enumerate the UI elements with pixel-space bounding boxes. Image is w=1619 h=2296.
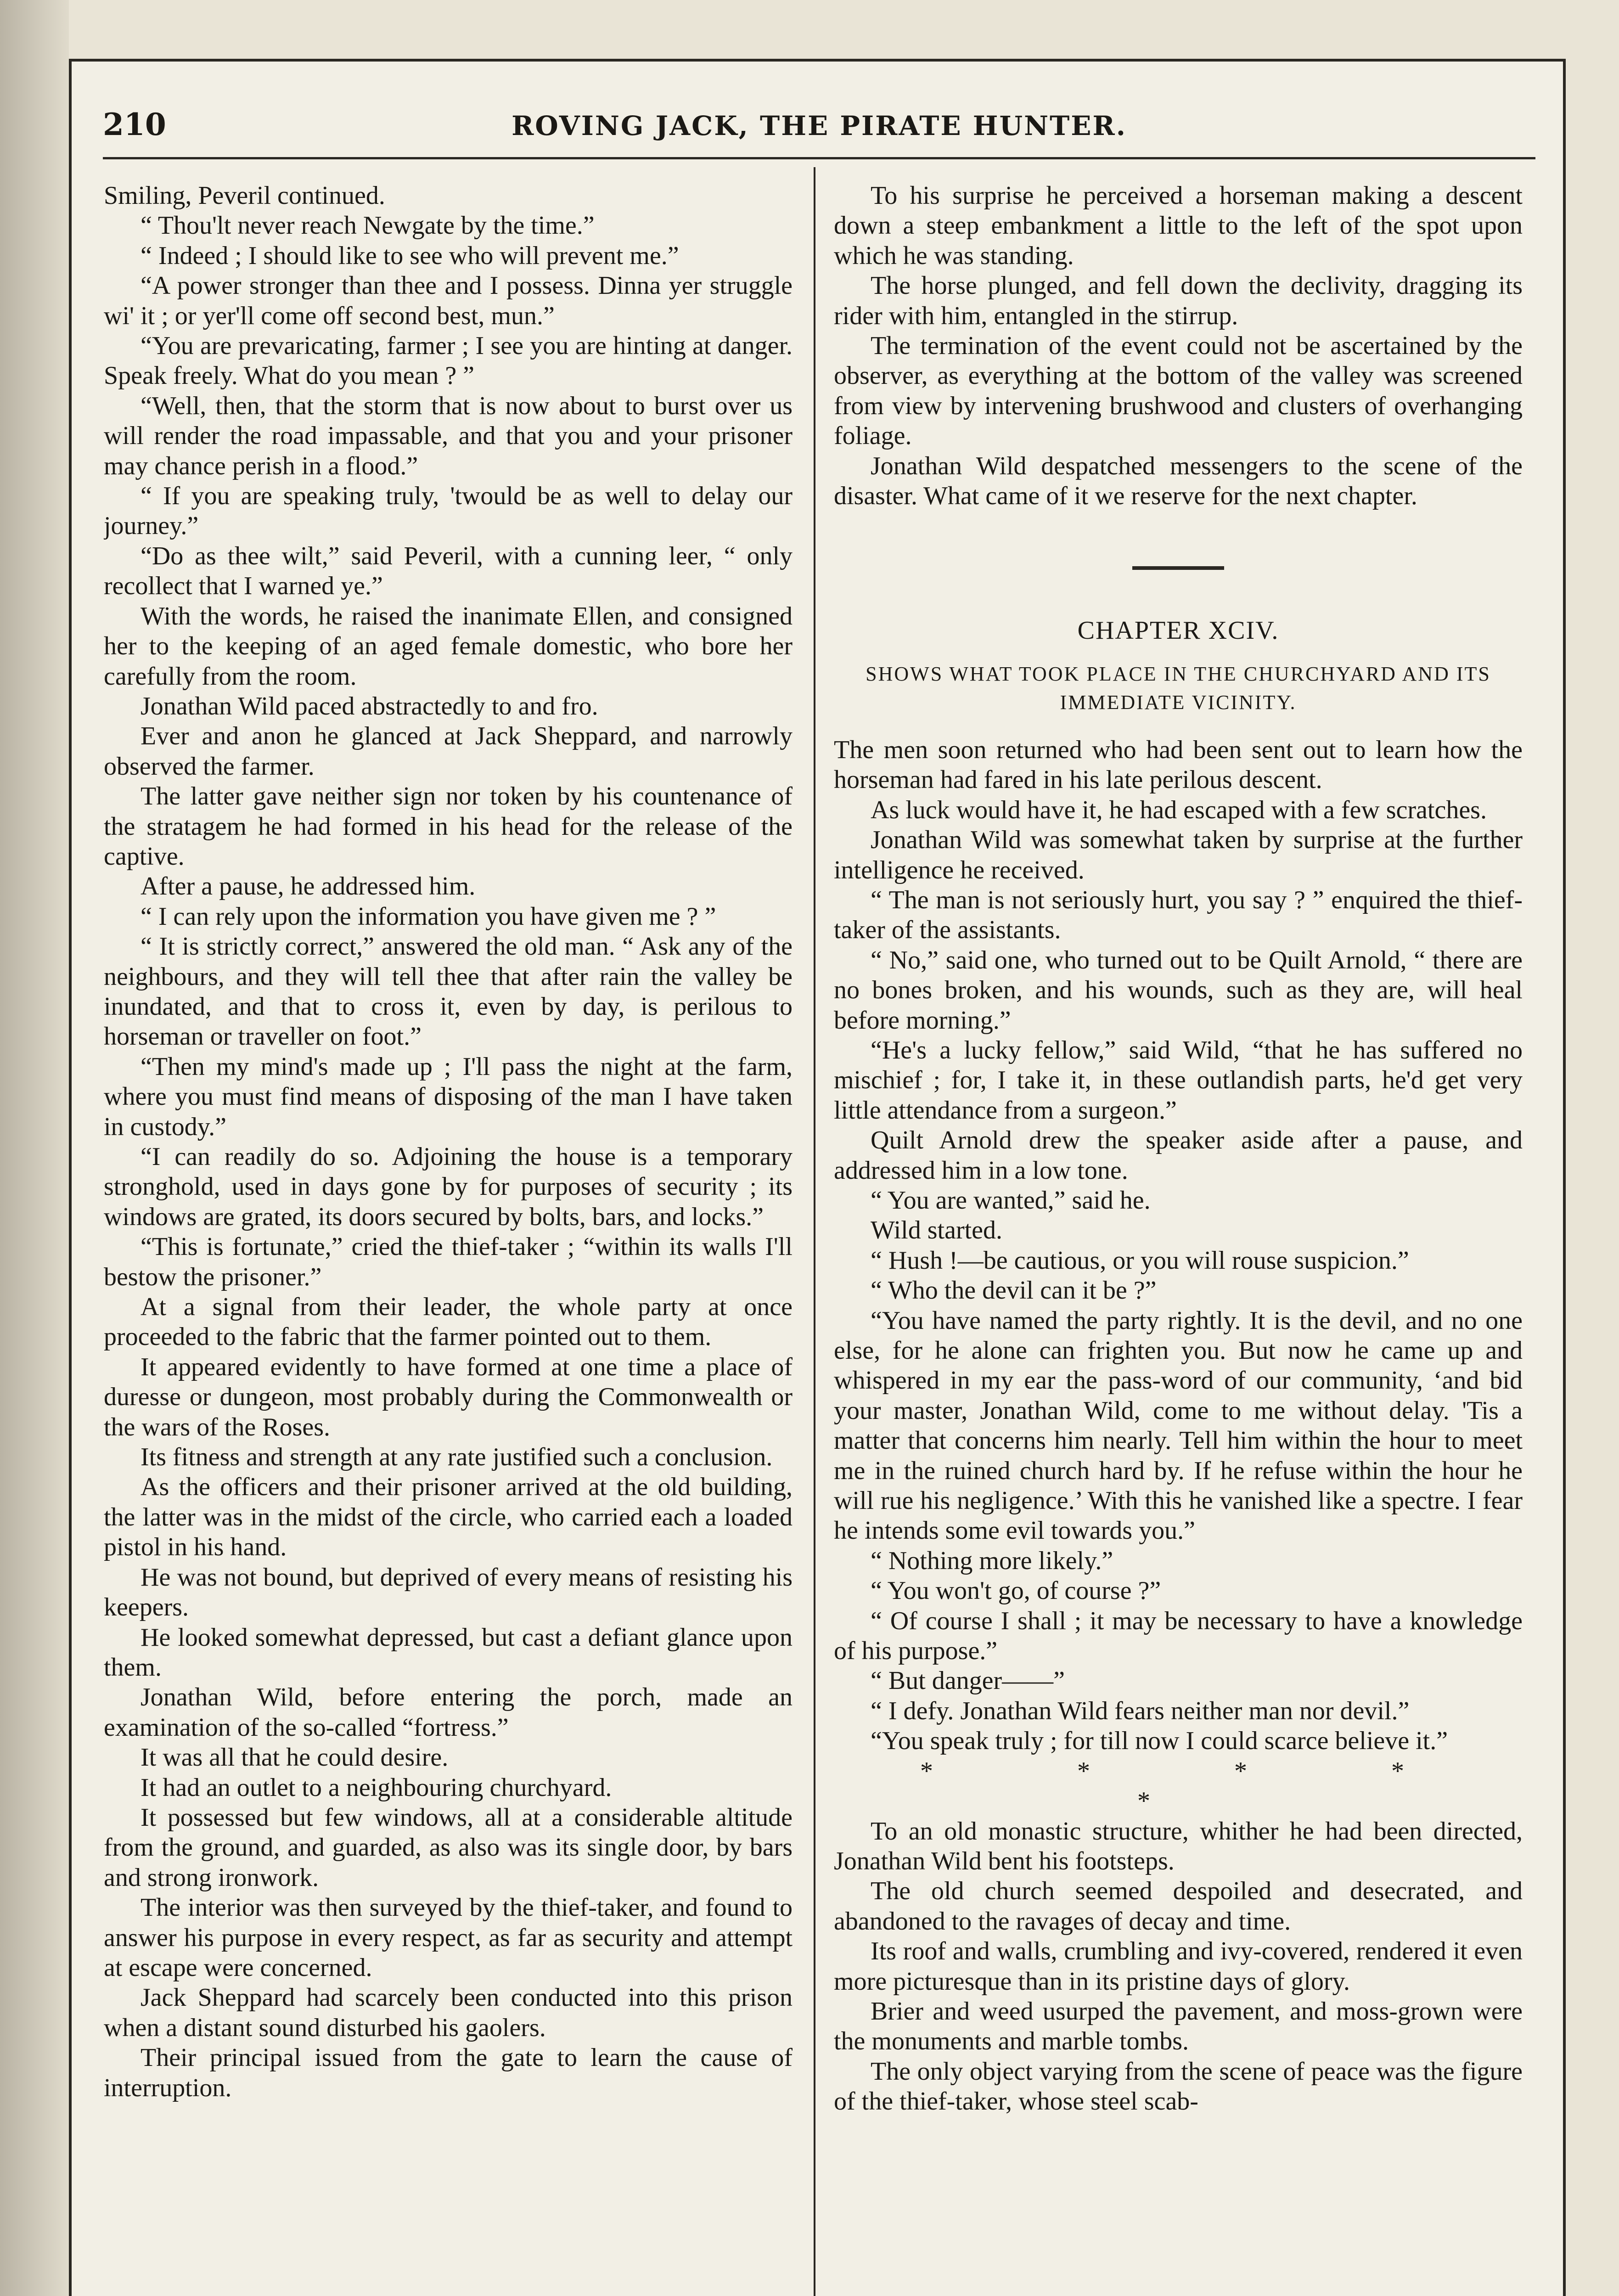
- page-header: [103, 88, 1535, 159]
- paragraph: Their principal issued from the gate to learn the cause of interruption.: [104, 2043, 793, 2102]
- paragraph: To an old monastic structure, whither he had been directed, Jonathan Wild bent his footsteps.: [834, 1817, 1523, 1875]
- section-ornament: [1132, 566, 1224, 570]
- paragraph: “Do as thee wilt,” said Peveril, with a cunning leer, “ only recollect that I warned ye.”: [104, 541, 793, 601]
- paragraph: “ Hush !—be cautious, or you will rouse suspicion.”: [871, 1246, 1409, 1275]
- paragraph: After a pause, he addressed him.: [141, 872, 476, 901]
- column-divider: [814, 167, 815, 2296]
- paragraph: As the officers and their prisoner arrived at the old building, the latter was in the midst of the circle, who carried each a loaded pistol in his hand.: [104, 1473, 793, 1562]
- paragraph: The latter gave neither sign nor token by his countenance of the stratagem he had formed in his head for the release of the captive.: [104, 782, 793, 871]
- paragraph: It was all that he could desire.: [141, 1743, 449, 1772]
- paragraph: “ It is strictly correct,” answered the old man. “ Ask any of the neighbours, and they will tell thee that after rain the valley be inundated, and that to cross it, even by day, is perilous to horseman or traveller on foot.”: [104, 932, 793, 1051]
- paragraph: “He's a lucky fellow,” said Wild, “that he has suffered no mischief ; for, I take it, in these outlandish parts, he'd get very little attendance from a surgeon.”: [834, 1035, 1523, 1125]
- left-column: [104, 181, 793, 2296]
- paragraph: “ Of course I shall ; it may be necessary to have a knowledge of his purpose.”: [834, 1606, 1523, 1666]
- paragraph: “ Nothing more likely.”: [871, 1546, 1113, 1575]
- paragraph: Its roof and walls, crumbling and ivy-covered, rendered it even more picturesque than in its pristine days of glory.: [834, 1937, 1523, 1996]
- paragraph: Jonathan Wild was somewhat taken by surprise at the further intelligence he received.: [834, 826, 1523, 884]
- paragraph: The termination of the event could not be ascertained by the observer, as everything at the bottom of the valley was screened from view by intervening brushwood and clusters of overhanging foliage.: [834, 332, 1523, 450]
- page-number: 210: [103, 107, 166, 142]
- paragraph: The men soon returned who had been sent out to learn how the horseman had fared in his late perilous descent.: [834, 735, 1523, 794]
- paragraph: “ Thou'lt never reach Newgate by the time.”: [141, 211, 595, 240]
- paragraph: It possessed but few windows, all at a considerable altitude from the ground, and guarded, as also was its single door, by bars and strong ironwork.: [104, 1803, 793, 1892]
- paragraph: At a signal from their leader, the whole party at once proceeded to the fabric that the farmer pointed out to them.: [104, 1293, 793, 1351]
- paragraph: “ You are wanted,” said he.: [871, 1186, 1151, 1215]
- chapter-subtitle: SHOWS WHAT TOOK PLACE IN THE CHURCHYARD AND ITS IMMEDIATE VICINITY.: [866, 662, 1491, 714]
- paragraph: Ever and anon he glanced at Jack Sheppard, and narrowly observed the farmer.: [104, 722, 793, 781]
- paragraph: “You speak truly ; for till now I could scarce believe it.”: [871, 1727, 1448, 1756]
- paragraph: To his surprise he perceived a horseman making a descent down a steep embankment a little to the left of the spot upon which he was standing.: [834, 181, 1523, 270]
- paragraph: As luck would have it, he had escaped with a few scratches.: [871, 795, 1487, 824]
- paragraph: Smiling, Peveril continued.: [104, 181, 385, 210]
- paragraph: “ I defy. Jonathan Wild fears neither man nor devil.”: [871, 1696, 1410, 1725]
- paragraph: “ No,” said one, who turned out to be Quilt Arnold, “ there are no bones broken, and his wounds, such as they are, will heal before morning.”: [834, 945, 1523, 1035]
- paragraph: Its fitness and strength at any rate justified such a conclusion.: [141, 1443, 773, 1472]
- paragraph: Jonathan Wild paced abstractedly to and fro.: [141, 692, 598, 720]
- running-title: ROVING JACK, THE PIRATE HUNTER.: [512, 110, 1127, 141]
- right-column-top-text: [834, 181, 1523, 511]
- paragraph: With the words, he raised the inanimate Ellen, and consigned her to the keeping of an aged female domestic, who bore her carefully from the room.: [104, 602, 793, 691]
- paragraph: Jack Sheppard had scarcely been conducted into this prison when a distant sound disturbed his gaolers.: [104, 1983, 793, 2042]
- chapter-title: CHAPTER XCIV.: [1077, 616, 1279, 645]
- paragraph: “Well, then, that the storm that is now about to burst over us will render the road impassable, and that you and your prisoner may chance perish in a flood.”: [104, 391, 793, 480]
- paragraph: “You are prevaricating, farmer ; I see you are hinting at danger. Speak freely. What do you mean ? ”: [104, 332, 793, 390]
- paragraph: “ You won't go, of course ?”: [871, 1576, 1161, 1605]
- paragraph: Quilt Arnold drew the speaker aside after a pause, and addressed him in a low tone.: [834, 1126, 1523, 1185]
- paragraph: * * * * *: [920, 1756, 1473, 1816]
- paragraph: “ I can rely upon the information you have given me ? ”: [141, 902, 716, 931]
- paragraph: Jonathan Wild despatched messengers to the scene of the disaster. What came of it we reserve for the next chapter.: [834, 451, 1523, 511]
- paragraph: The only object varying from the scene of peace was the figure of the thief-taker, whose steel scab-: [834, 2057, 1523, 2116]
- chapter-text: [834, 735, 1523, 2117]
- paragraph: “A power stronger than thee and I possess. Dinna yer struggle wi' it ; or yer'll come off second best, mun.”: [104, 271, 793, 330]
- paragraph: The old church seemed despoiled and desecrated, and abandoned to the ravages of decay and time.: [834, 1877, 1523, 1936]
- paragraph: “Then my mind's made up ; I'll pass the night at the farm, where you must find means of disposing of the man I have taken in custody.”: [104, 1052, 793, 1141]
- paragraph: “ Indeed ; I should like to see who will prevent me.”: [141, 241, 679, 270]
- paragraph: “This is fortunate,” cried the thief-taker ; “within its walls I'll bestow the prisoner.”: [104, 1232, 793, 1291]
- paragraph: It had an outlet to a neighbouring churchyard.: [141, 1773, 612, 1802]
- paragraph: It appeared evidently to have formed at one time a place of duresse or dungeon, most probably during the Commonwealth or the wars of the Roses.: [104, 1352, 793, 1441]
- paragraph: “ But danger——”: [871, 1666, 1065, 1695]
- paragraph: Wild started.: [871, 1216, 1002, 1245]
- paragraph: “ If you are speaking truly, 'twould be as well to delay our journey.”: [104, 482, 793, 540]
- paragraph: Jonathan Wild, before entering the porch, made an examination of the so-called “fortress.”: [104, 1683, 793, 1742]
- right-column: [834, 181, 1523, 2296]
- paragraph: The horse plunged, and fell down the declivity, dragging its rider with him, entangled in the stirrup.: [834, 271, 1523, 330]
- paragraph: He was not bound, but deprived of every means of resisting his keepers.: [104, 1563, 793, 1622]
- paragraph: “You have named the party rightly. It is the devil, and no one else, for he alone can frighten you. But now he came up and whispered in my ear the pass-word of our community, ‘and bid your master, Jonathan Wild, come to me without delay. 'Tis a matter that concerns him nearly. Tell him within the hour to meet me in the ruined church hard by. If he refuse within the hour he will rue his negligence.’ With this he vanished like a spectre. I fear he intends some evil towards you.”: [834, 1306, 1523, 1545]
- paragraph: Brier and weed usurped the pavement, and moss-grown were the monuments and marble tombs.: [834, 1997, 1523, 2056]
- paragraph: “ The man is not seriously hurt, you say ? ” enquired the thief-taker of the assistants.: [834, 885, 1523, 945]
- paragraph: He looked somewhat depressed, but cast a defiant glance upon them.: [104, 1623, 793, 1682]
- book-page: [69, 59, 1566, 2296]
- paragraph: The interior was then surveyed by the thief-taker, and found to answer his purpose in every respect, as far as security and attempt at escape were concerned.: [104, 1893, 793, 1982]
- binding-gutter: [0, 0, 69, 2296]
- paragraph: “ Who the devil can it be ?”: [871, 1276, 1157, 1305]
- paragraph: “I can readily do so. Adjoining the house is a temporary stronghold, used in days gone by for purposes of security ; its windows are grated, its doors secured by bolts, bars, and locks.”: [104, 1142, 793, 1231]
